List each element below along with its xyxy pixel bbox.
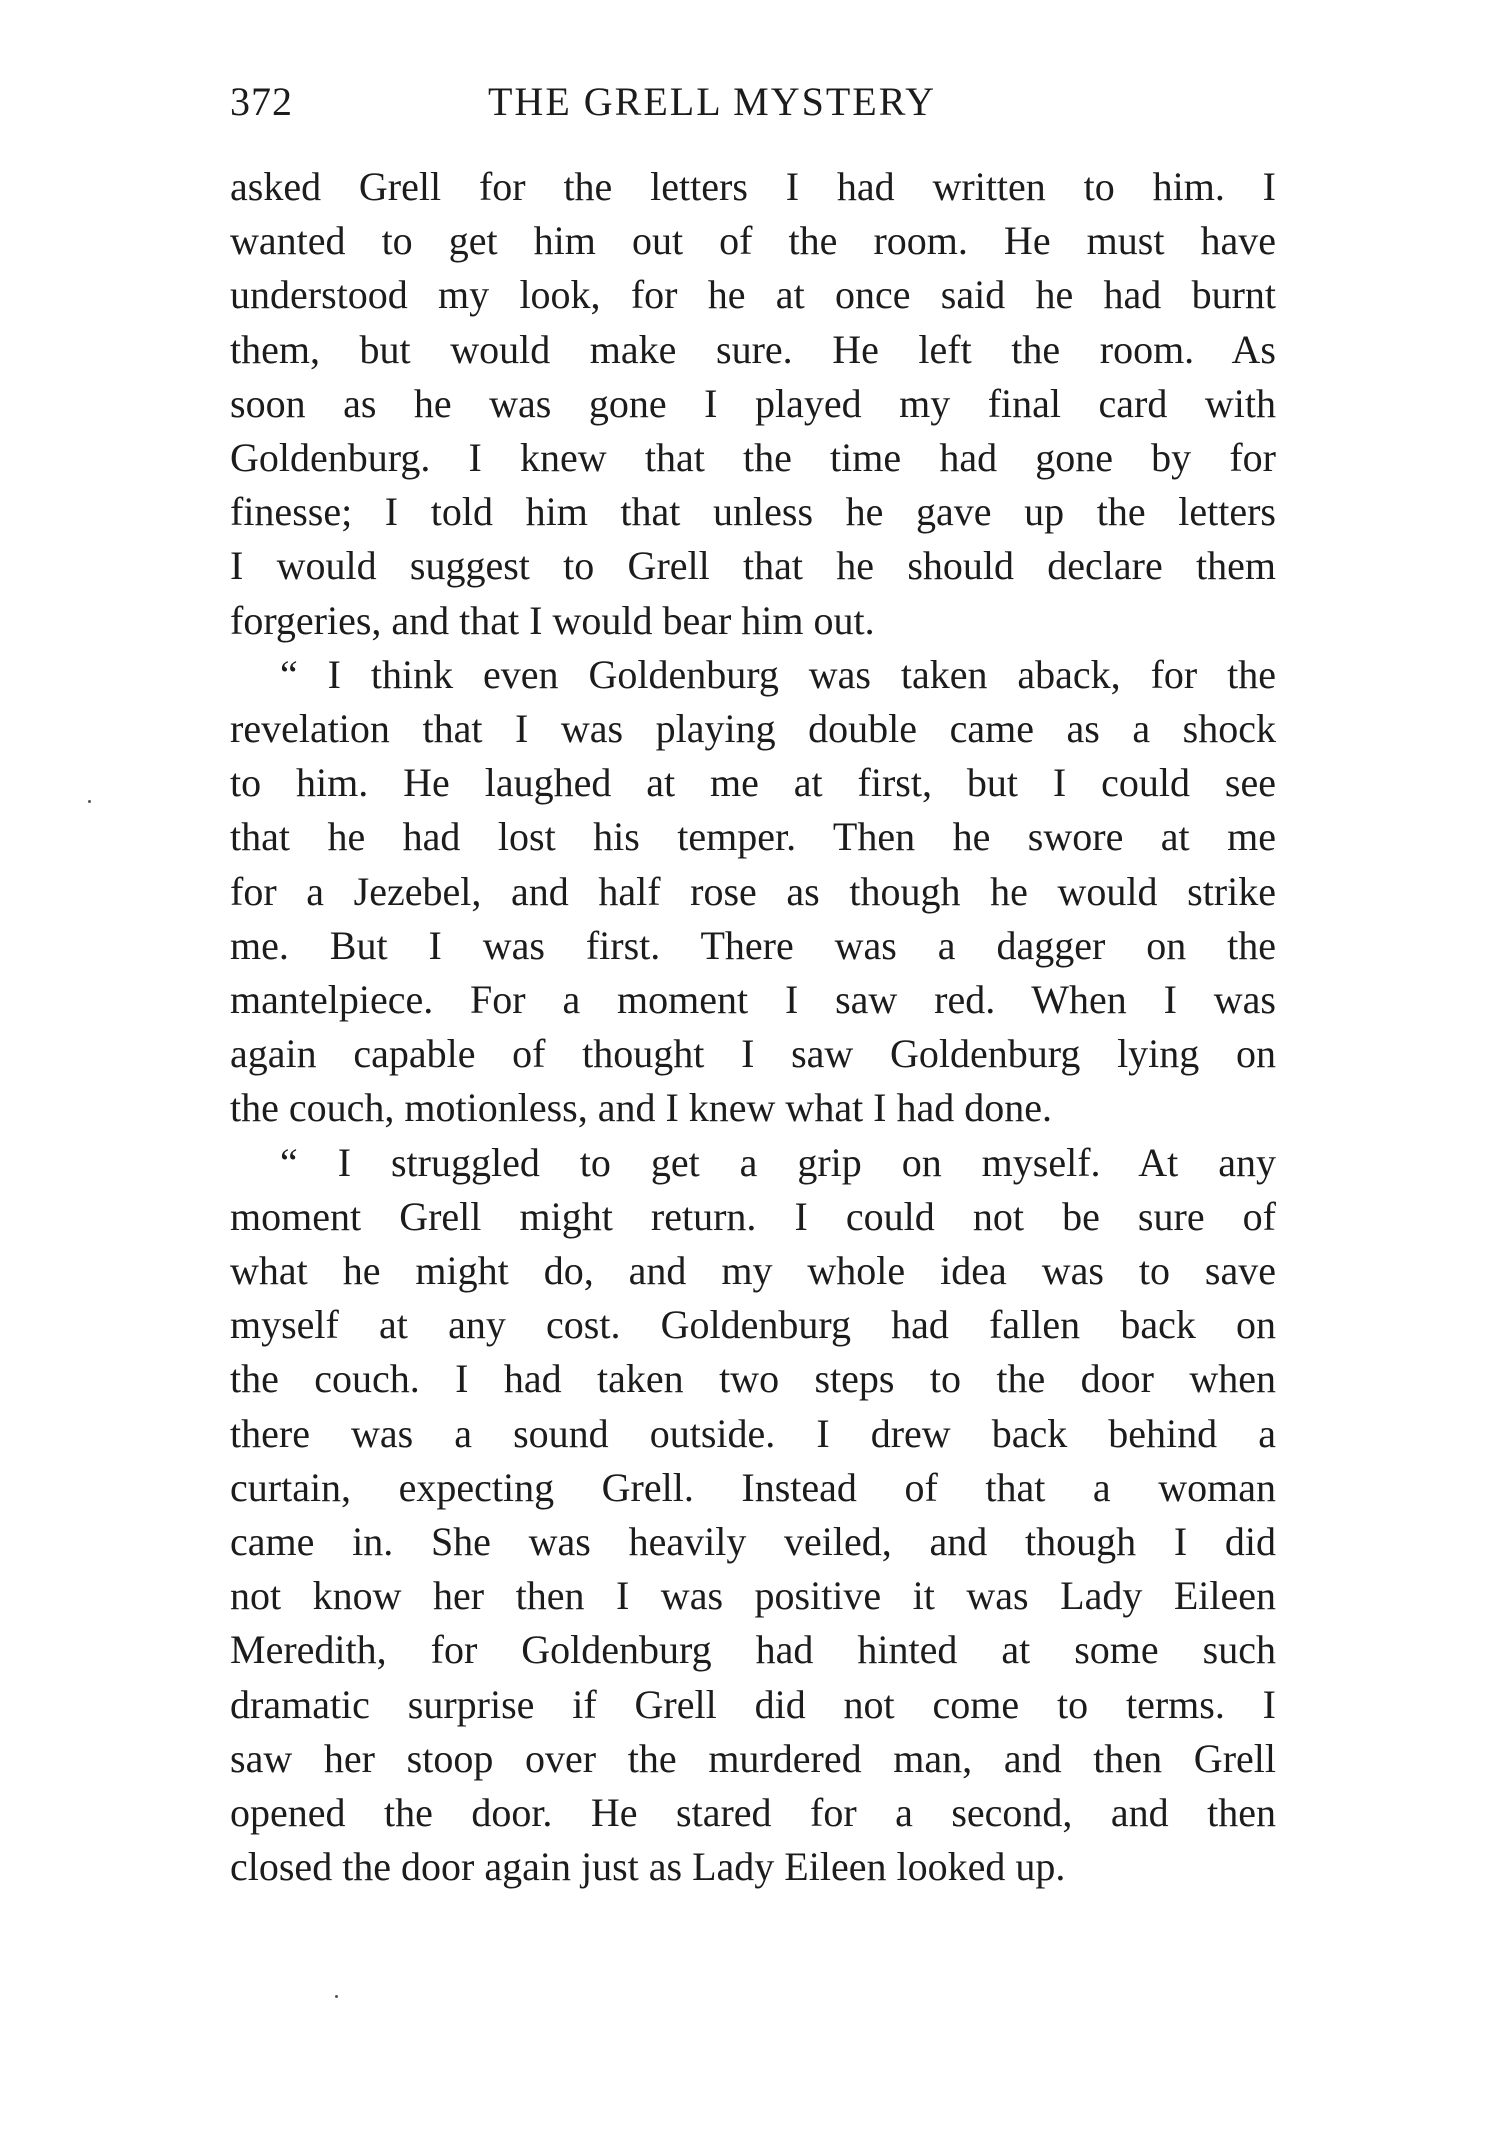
- text-line: dramatic surprise if Grell did not come to terms. I: [230, 1681, 1276, 1727]
- text-line: for a Jezebel, and half rose as though he would strike: [230, 868, 1276, 914]
- text-line: soon as he was gone I played my final card with: [230, 380, 1276, 426]
- text-line: again capable of thought I saw Goldenburg lying on: [230, 1031, 1276, 1077]
- text-line: them, but would make sure. He left the room. As: [230, 326, 1276, 372]
- text-line: finesse; I told him that unless he gave up the letters: [230, 489, 1276, 535]
- page-number: 372: [230, 79, 293, 124]
- text-line: I would suggest to Grell that he should declare them: [230, 543, 1276, 589]
- text-line: closed the door again just as Lady Eileen looked up.: [230, 1844, 1066, 1890]
- text-line: Meredith, for Goldenburg had hinted at some such: [230, 1627, 1276, 1673]
- text-line: to him. He laughed at me at first, but I could see: [230, 760, 1276, 806]
- body-text: [230, 160, 1276, 1895]
- text-line: wanted to get him out of the room. He must have: [230, 218, 1276, 264]
- text-line: came in. She was heavily veiled, and though I did: [230, 1519, 1276, 1565]
- text-line: saw her stoop over the murdered man, and then Grell: [230, 1735, 1276, 1781]
- text-line: “ I struggled to get a grip on myself. At any: [280, 1139, 1276, 1185]
- running-title: THE GRELL MYSTERY: [488, 79, 937, 124]
- text-line: myself at any cost. Goldenburg had fallen back on: [230, 1302, 1276, 1348]
- text-line: asked Grell for the letters I had written to him. I: [230, 164, 1276, 209]
- text-line: that he had lost his temper. Then he swore at me: [230, 814, 1276, 860]
- text-line: forgeries, and that I would bear him out.: [230, 597, 875, 643]
- text-line: me. But I was first. There was a dagger on the: [230, 922, 1276, 968]
- paper-speck: [88, 800, 91, 803]
- text-line: understood my look, for he at once said he had burnt: [230, 272, 1276, 318]
- text-line: mantelpiece. For a moment I saw red. When I was: [230, 977, 1276, 1023]
- text-line: the couch, motionless, and I knew what I had done.: [230, 1085, 1053, 1131]
- text-line: “ I think even Goldenburg was taken aback, for the: [280, 651, 1276, 697]
- text-line: what he might do, and my whole idea was to save: [230, 1248, 1276, 1294]
- text-line: opened the door. He stared for a second, and then: [230, 1790, 1276, 1836]
- text-line: there was a sound outside. I drew back behind a: [230, 1410, 1276, 1456]
- text-line: not know her then I was positive it was Lady Eileen: [230, 1573, 1276, 1619]
- text-line: the couch. I had taken two steps to the door when: [230, 1356, 1276, 1402]
- paper-speck: [335, 1995, 338, 1998]
- text-line: curtain, expecting Grell. Instead of that a woman: [230, 1464, 1276, 1510]
- text-line: Goldenburg. I knew that the time had gone by for: [230, 435, 1276, 481]
- page-header: [230, 78, 1276, 138]
- text-line: revelation that I was playing double came as a shock: [230, 706, 1276, 752]
- text-line: moment Grell might return. I could not be sure of: [230, 1193, 1276, 1239]
